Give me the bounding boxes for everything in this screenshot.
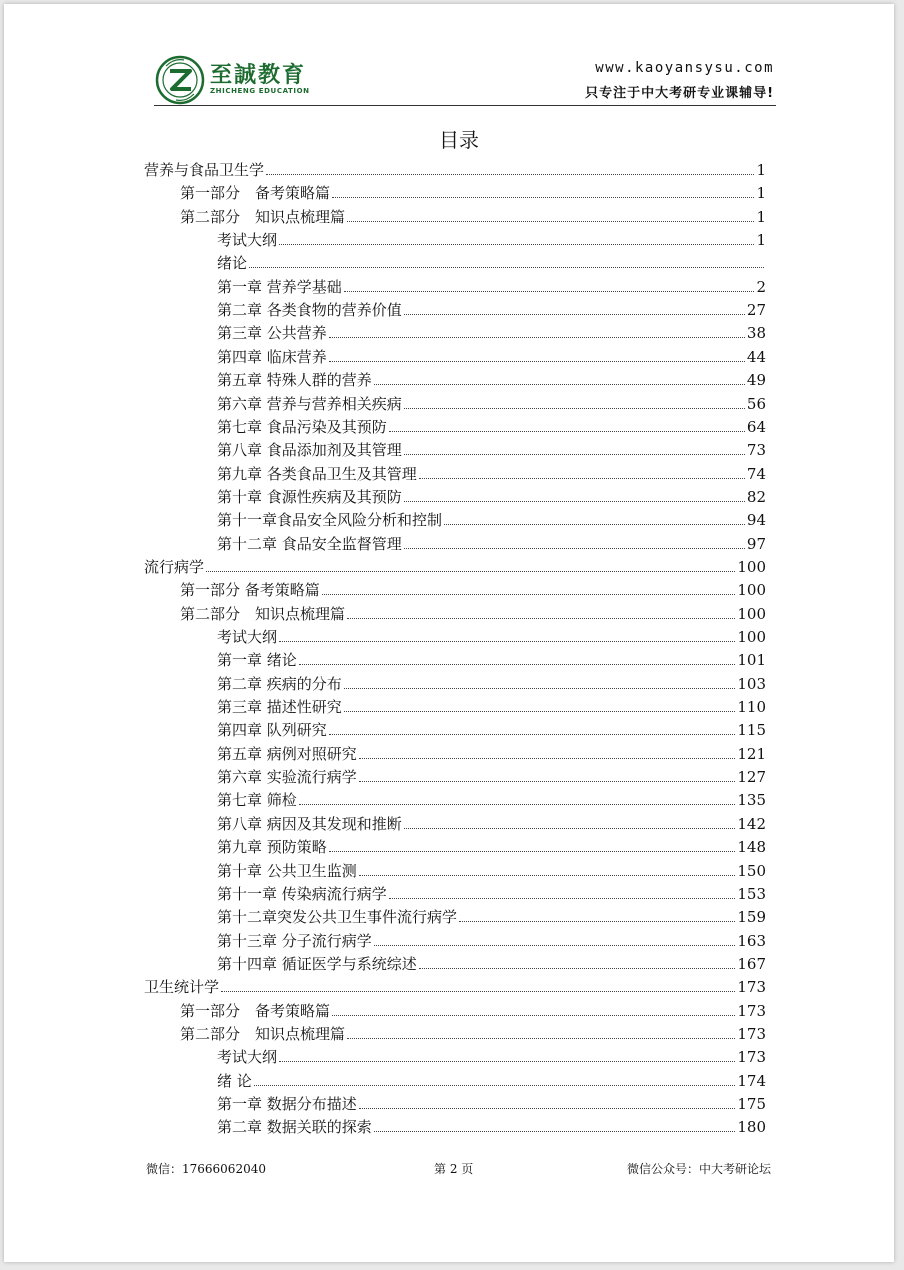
toc-dot-leader [279, 1060, 735, 1062]
toc-entry-title: 第一章 数据分布描述 [217, 1095, 357, 1113]
toc-entry[interactable] [180, 205, 766, 227]
toc-entry[interactable] [217, 835, 766, 857]
toc-dot-leader [359, 874, 736, 876]
toc-dot-leader [404, 827, 736, 829]
toc-entry-title: 第四章 队列研究 [217, 721, 327, 740]
toc-entry-page: 173 [737, 1024, 766, 1043]
toc-entry[interactable] [217, 695, 766, 717]
toc-entry[interactable] [217, 952, 766, 974]
toc-entry-title: 营养与食品卫生学 [144, 161, 265, 179]
toc-entry-page: 64 [746, 417, 766, 436]
toc-dot-leader [444, 523, 745, 525]
toc-dot-leader [347, 1037, 735, 1039]
toc-entry[interactable] [217, 648, 766, 670]
toc-dot-leader [404, 453, 745, 455]
footer-official-account: 微信公众号：中大考研论坛 [626, 1162, 771, 1176]
toc-entry-page: 173 [737, 978, 766, 997]
toc-dot-leader [279, 243, 754, 245]
toc-entry[interactable] [217, 1092, 766, 1114]
toc-dot-leader [419, 477, 745, 479]
toc-dot-leader [299, 803, 736, 805]
toc-entry-title: 第九章 各类食品卫生及其管理 [217, 464, 417, 483]
toc-entry-page: 174 [737, 1071, 766, 1090]
toc-entry[interactable] [217, 765, 766, 787]
toc-entry-page: 142 [737, 814, 766, 833]
toc-entry-title: 第二章 数据关联的探索 [217, 1118, 372, 1137]
toc-entry[interactable] [217, 882, 766, 904]
toc-entry-title: 第二部分 知识点梳理篇 [180, 604, 346, 623]
toc-entry-title: 考试大纲 [217, 628, 278, 646]
toc-entry[interactable] [217, 368, 766, 390]
toc-entry-page: 163 [737, 931, 766, 950]
toc-dot-leader [332, 196, 754, 198]
toc-dot-leader [249, 266, 764, 268]
toc-entry-page: 167 [737, 954, 766, 973]
toc-entry-title: 第七章 食品污染及其预防 [217, 417, 387, 436]
toc-dot-leader [404, 500, 745, 502]
toc-entry-page: 82 [746, 487, 766, 506]
toc-entry-title: 考试大纲 [217, 231, 278, 250]
toc-dot-leader [254, 1084, 736, 1086]
toc-dot-leader [299, 663, 736, 665]
logo-english-name: ZHICHENG EDUCATION [210, 87, 310, 95]
toc-entry-page: 159 [737, 908, 766, 927]
toc-entry-title: 第十三章 分子流行病学 [217, 931, 372, 950]
logo-chinese-name: 至誠教育 [210, 63, 307, 88]
toc-entry-page: 110 [737, 698, 766, 717]
toc-entry-title: 第六章 实验流行病学 [217, 768, 357, 787]
toc-dot-leader [347, 220, 754, 222]
toc-entry-page: 97 [746, 534, 766, 553]
toc-dot-leader [404, 313, 745, 315]
toc-entry-page: 73 [746, 441, 766, 460]
toc-entry-page: 173 [737, 1048, 766, 1067]
toc-entry-title: 第三章 描述性研究 [217, 698, 342, 717]
toc-entry[interactable] [180, 602, 766, 624]
toc-dot-leader [206, 570, 735, 572]
toc-dot-leader [329, 336, 745, 338]
toc-entry[interactable] [217, 1069, 766, 1091]
toc-entry-title: 第一章 营养学基础 [217, 277, 342, 296]
toc-entry-title: 第十一章 传染病流行病学 [217, 884, 387, 903]
toc-dot-leader [389, 430, 745, 432]
toc-title: 目录 [439, 128, 479, 152]
toc-entry-page: 38 [746, 324, 766, 343]
toc-entry-title: 第十四章 循证医学与系统综述 [217, 954, 417, 973]
toc-dot-leader [344, 687, 736, 689]
toc-entry-title: 第五章 病例对照研究 [217, 744, 357, 763]
toc-entry-page: 100 [737, 581, 766, 600]
toc-entry-title: 绪论 [217, 254, 248, 273]
toc-entry-page: 127 [737, 768, 766, 787]
toc-entry[interactable] [217, 251, 766, 273]
toc-entry-page: 150 [737, 861, 766, 880]
toc-entry-title: 第八章 病因及其发现和推断 [217, 814, 402, 833]
toc-entry[interactable] [180, 181, 766, 203]
toc-entry[interactable] [217, 438, 766, 460]
toc-entry-title: 第七章 筛检 [217, 791, 297, 810]
toc-entry-title: 第二部分 知识点梳理篇 [180, 1024, 346, 1043]
toc-entry-page: 175 [737, 1095, 766, 1113]
toc-dot-leader [459, 920, 735, 922]
toc-entry-title: 第二章 各类食物的营养价值 [217, 301, 402, 320]
toc-entry-page: 44 [746, 347, 766, 366]
toc-entry-title: 第二部分 知识点梳理篇 [180, 207, 346, 226]
toc-entry-title: 第一部分 备考策略篇 [180, 184, 331, 203]
logo-emblem-icon [154, 54, 206, 106]
toc-entry[interactable] [144, 555, 766, 577]
toc-dot-leader [221, 990, 735, 992]
toc-entry-page: 1 [756, 231, 766, 250]
page-header [154, 54, 774, 109]
toc-entry[interactable] [217, 905, 766, 927]
toc-entry-title: 第一部分 备考策略篇 [180, 581, 320, 600]
toc-entry-title: 考试大纲 [217, 1048, 278, 1067]
toc-entry[interactable] [217, 788, 766, 810]
site-info [585, 60, 774, 101]
toc-entry-page: 94 [746, 511, 766, 530]
toc-entry-title: 第十二章 食品安全监督管理 [217, 534, 402, 553]
toc-dot-leader [359, 1107, 736, 1109]
toc-entry[interactable] [217, 625, 766, 647]
toc-entry[interactable] [217, 672, 766, 694]
toc-entry-page: 135 [737, 791, 766, 810]
toc-dot-leader [329, 360, 745, 362]
toc-entry[interactable] [180, 578, 766, 600]
toc-entry-title: 第一章 绪论 [217, 651, 297, 670]
page-footer [146, 1160, 771, 1178]
toc-entry-title: 第一部分 备考策略篇 [180, 1001, 331, 1020]
toc-dot-leader [404, 547, 745, 549]
toc-entry-page: 180 [737, 1118, 766, 1137]
toc-entry[interactable] [217, 415, 766, 437]
toc-entry-page: 27 [746, 301, 766, 320]
toc-entry[interactable] [217, 859, 766, 881]
toc-entry-page: 103 [737, 674, 766, 693]
toc-entry-title: 第二章 疾病的分布 [217, 674, 342, 693]
toc-entry[interactable] [180, 999, 766, 1021]
toc-entry-title: 流行病学 [144, 557, 205, 576]
toc-entry[interactable] [180, 1022, 766, 1044]
toc-dot-leader [359, 780, 736, 782]
toc-entry-page: 148 [737, 838, 766, 857]
toc-entry[interactable] [217, 462, 766, 484]
toc-dot-leader [266, 173, 754, 175]
toc-entry-page: 56 [746, 394, 766, 413]
toc-dot-leader [374, 1130, 736, 1132]
toc-dot-leader [404, 407, 745, 409]
toc-entry[interactable] [217, 718, 766, 740]
toc-entry[interactable] [144, 975, 766, 997]
toc-entry[interactable] [217, 532, 766, 554]
toc-entry-title: 第十一章食品安全风险分析和控制 [217, 511, 443, 530]
toc-entry-page: 1 [756, 161, 766, 179]
toc-dot-leader [329, 850, 736, 852]
toc-entry-page: 100 [737, 604, 766, 623]
toc-dot-leader [347, 617, 735, 619]
toc-entry-page: 2 [756, 277, 766, 296]
toc-entry[interactable] [217, 1115, 766, 1137]
toc-dot-leader [329, 733, 736, 735]
toc-entry-page: 100 [737, 628, 766, 646]
toc-entry-title: 卫生统计学 [144, 978, 220, 997]
toc-entry[interactable] [217, 485, 766, 507]
toc-entry[interactable] [217, 1045, 766, 1067]
footer-page-number: 第 2 页 [434, 1162, 474, 1176]
toc-entry-page: 101 [737, 651, 766, 670]
toc-dot-leader [344, 710, 736, 712]
toc-entry[interactable] [217, 742, 766, 764]
toc-entry-title: 第四章 临床营养 [217, 347, 327, 366]
site-slogan: 只专注于中大考研专业课辅导! [585, 86, 774, 101]
toc-dot-leader [279, 640, 735, 642]
toc-entry[interactable] [217, 508, 766, 530]
toc-entry-page: 121 [737, 744, 766, 763]
toc-entry-page: 153 [737, 884, 766, 903]
toc-dot-leader [419, 967, 736, 969]
toc-dot-leader [322, 593, 736, 595]
toc-entry-page: 74 [746, 464, 766, 483]
toc-entry[interactable] [217, 321, 766, 343]
toc-entry-page: 115 [737, 721, 766, 740]
site-url[interactable]: www.kaoyansysu.com [595, 60, 774, 76]
toc-dot-leader [359, 757, 736, 759]
toc-entry-page: 173 [737, 1001, 766, 1020]
toc-entry-title: 第三章 公共营养 [217, 324, 327, 343]
toc-entry[interactable] [144, 158, 766, 180]
toc-entry-page: 49 [746, 371, 766, 390]
document-page [4, 4, 894, 1262]
toc-entry-title: 第六章 营养与营养相关疾病 [217, 394, 402, 413]
toc-entry[interactable] [217, 392, 766, 414]
toc-entry[interactable] [217, 298, 766, 320]
toc-dot-leader [374, 383, 745, 385]
toc-entry-title: 第十二章突发公共卫生事件流行病学 [217, 908, 458, 927]
toc-entry-page: 1 [756, 207, 766, 226]
toc-entry-title: 第五章 特殊人群的营养 [217, 371, 372, 390]
toc-dot-leader [332, 1014, 735, 1016]
brand-logo [154, 54, 314, 109]
toc-entry-title: 绪 论 [217, 1071, 252, 1090]
footer-wechat: 微信：17666062040 [146, 1162, 266, 1176]
toc-entry-title: 第十章 食源性疾病及其预防 [217, 487, 402, 506]
toc-entry-page: 1 [756, 184, 766, 203]
toc-entry-title: 第九章 预防策略 [217, 838, 327, 857]
toc-dot-leader [374, 944, 736, 946]
toc-entry-title: 第十章 公共卫生监测 [217, 861, 357, 880]
header-divider [154, 105, 776, 106]
toc-dot-leader [389, 897, 736, 899]
toc-dot-leader [344, 290, 755, 292]
toc-entry-title: 第八章 食品添加剂及其管理 [217, 441, 402, 460]
toc-entry[interactable] [217, 228, 766, 250]
toc-entry[interactable] [217, 812, 766, 834]
toc-entry[interactable] [217, 345, 766, 367]
toc-entry-page: 100 [737, 557, 766, 576]
toc-entry[interactable] [217, 275, 766, 297]
toc-entry[interactable] [217, 929, 766, 951]
